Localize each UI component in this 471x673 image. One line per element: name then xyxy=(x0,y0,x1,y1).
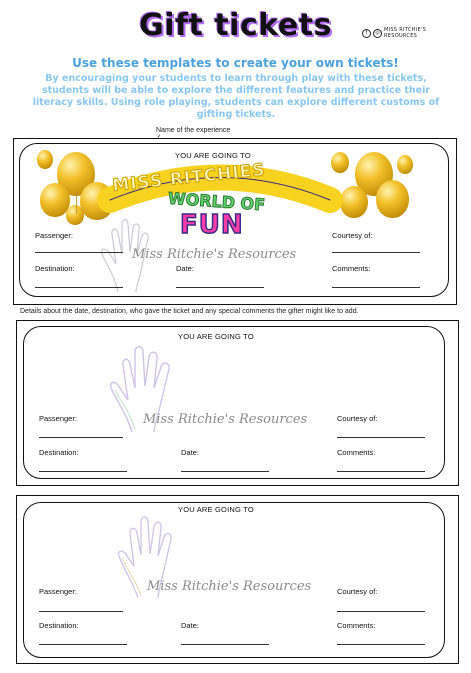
passenger-line[interactable] xyxy=(39,611,123,612)
experience-note: Name of the experience xyxy=(156,127,231,134)
watermark: Miss Ritchie's Resources xyxy=(132,247,297,262)
date-label: Date: xyxy=(181,448,199,457)
balloon xyxy=(66,205,84,225)
passenger-label: Passenger: xyxy=(39,414,77,423)
instagram-icon: ◎ xyxy=(373,29,382,38)
date-label: Date: xyxy=(176,264,194,273)
courtesy-line[interactable] xyxy=(332,252,420,253)
comments-line[interactable] xyxy=(337,644,425,645)
balloon xyxy=(397,155,413,174)
subtitle: Use these templates to create your own tickets! xyxy=(72,56,399,70)
balloon xyxy=(340,186,368,218)
ticket-heading: YOU ARE GOING TO xyxy=(178,332,254,341)
date-line[interactable] xyxy=(181,471,269,472)
balloon xyxy=(37,150,53,169)
page-title: Gift tickets xyxy=(139,8,332,43)
destination-line[interactable] xyxy=(39,644,127,645)
comments-line[interactable] xyxy=(337,471,425,472)
balloon xyxy=(376,180,409,218)
destination-line[interactable] xyxy=(35,287,123,288)
courtesy-line[interactable] xyxy=(337,437,425,438)
comments-label: Comments: xyxy=(337,621,376,630)
passenger-label: Passenger: xyxy=(39,587,77,596)
courtesy-label: Courtesy of: xyxy=(337,414,378,423)
destination-line[interactable] xyxy=(39,471,127,472)
date-line[interactable] xyxy=(176,287,264,288)
logo-line-1: MISS RITCHIES xyxy=(111,160,267,196)
passenger-line[interactable] xyxy=(35,252,123,253)
comments-label: Comments: xyxy=(337,448,376,457)
facebook-icon: f xyxy=(362,29,371,38)
brand-name: MISS RITCHIE'S RESOURCES xyxy=(384,27,427,39)
ticket-heading: YOU ARE GOING TO xyxy=(175,151,251,160)
logo-line-2: WORLD OF xyxy=(167,188,266,215)
passenger-label: Passenger: xyxy=(35,231,73,240)
comments-label: Comments: xyxy=(332,264,371,273)
intro-text: By encouraging your students to learn through play with these tickets, students will be able to explore the different features and practice their literacy skills. Using role playing, students can explore different customs of gifting tickets. xyxy=(32,73,440,120)
destination-label: Destination: xyxy=(39,448,79,457)
date-label: Date: xyxy=(181,621,199,630)
date-line[interactable] xyxy=(181,644,269,645)
passenger-line[interactable] xyxy=(39,437,123,438)
courtesy-label: Courtesy of: xyxy=(337,587,378,596)
courtesy-label: Courtesy of: xyxy=(332,231,373,240)
watermark: Miss Ritchie's Resources xyxy=(143,412,308,427)
destination-label: Destination: xyxy=(39,621,79,630)
watermark: Miss Ritchie's Resources xyxy=(147,579,312,594)
ticket-template-1-inner xyxy=(23,326,445,479)
ticket-heading: YOU ARE GOING TO xyxy=(178,505,254,514)
logo-line-3: FUN xyxy=(180,210,244,240)
brand xyxy=(362,27,439,39)
comments-line[interactable] xyxy=(332,287,420,288)
courtesy-line[interactable] xyxy=(337,611,425,612)
details-note: Details about the date, destination, who gave the ticket and any special comments the gifter might like to add. xyxy=(20,308,359,315)
destination-label: Destination: xyxy=(35,264,75,273)
